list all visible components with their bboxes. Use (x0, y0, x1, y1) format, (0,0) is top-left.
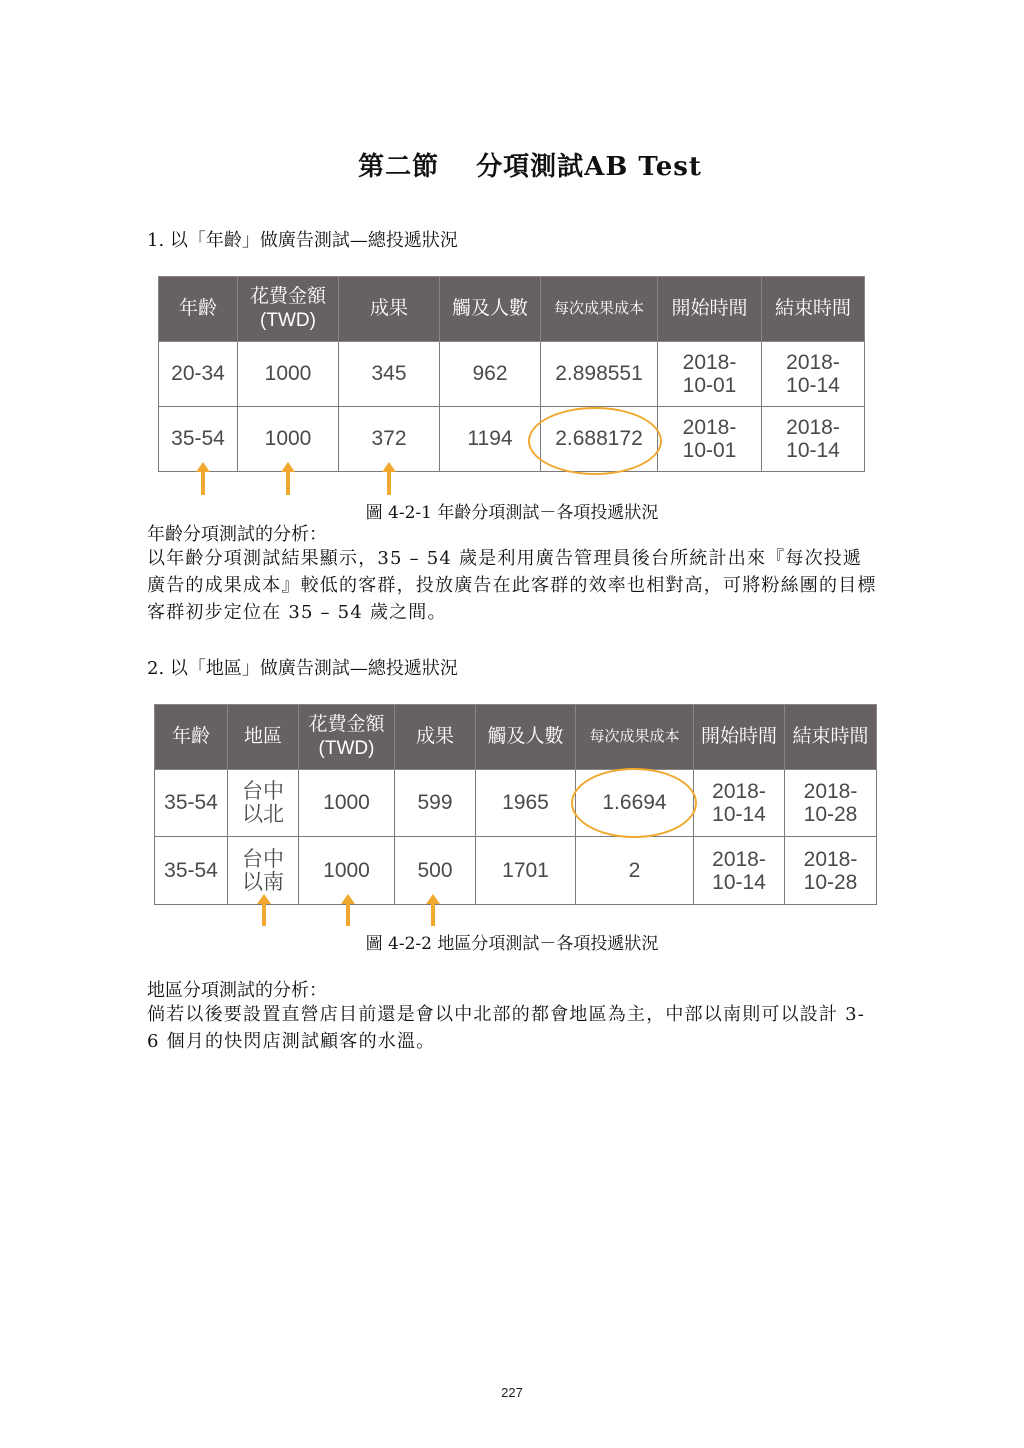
highlight-circle (571, 768, 697, 838)
analysis-title-age: 年齡分項測試的分析： (147, 524, 327, 545)
heading-age-test: 1. 以「年齡」做廣告測試—總投遞狀況 (147, 230, 458, 251)
region-test-table (154, 704, 877, 905)
cell-end (762, 342, 865, 407)
table-row (159, 407, 865, 472)
cell-results: 599 (395, 770, 476, 837)
col-header-spend (238, 277, 339, 342)
cell-cost-per-result: 2 (576, 837, 694, 905)
date-part: 10-14 (712, 870, 766, 894)
cell-end (785, 770, 877, 837)
date-part: 2018- (712, 780, 766, 803)
col-header-cost-per-result: 每次成果成本 (576, 705, 694, 770)
cell-spend: 1000 (299, 837, 395, 905)
col-header-spend-label: 花費金額 (308, 714, 385, 735)
up-arrow-icon (381, 462, 397, 495)
cell-spend: 1000 (238, 407, 339, 472)
table-header-row (155, 705, 877, 770)
heading-region-test: 2. 以「地區」做廣告測試—總投遞狀況 (147, 658, 458, 679)
region-part: 台中 (242, 847, 284, 871)
cell-cost-per-result: 2.898551 (541, 342, 658, 407)
date-part: 10-01 (682, 374, 737, 397)
up-arrow-icon (425, 894, 441, 926)
cell-results: 345 (339, 342, 440, 407)
date-part: 10-14 (712, 803, 766, 826)
col-header-results: 成果 (339, 277, 440, 342)
cell-start (658, 342, 762, 407)
cell-end (785, 837, 877, 905)
cell-age: 35-54 (155, 837, 228, 905)
date-part: 2018- (682, 351, 737, 374)
cell-reach: 1701 (476, 837, 576, 905)
cell-reach: 962 (440, 342, 541, 407)
cell-start (658, 407, 762, 472)
date-part: 10-14 (786, 439, 840, 462)
cell-spend: 1000 (299, 770, 395, 837)
cell-cost-per-result: 2.688172 (541, 407, 658, 472)
section-title: 第二節 分項測試AB Test (358, 152, 702, 182)
cell-results: 372 (339, 407, 440, 472)
col-header-spend-label: 花費金額 (249, 286, 326, 307)
cell-age: 20-34 (159, 342, 238, 407)
date-part: 10-28 (803, 870, 858, 894)
analysis-title-region: 地區分項測試的分析： (147, 980, 327, 1001)
col-header-cost-per-result: 每次成果成本 (541, 277, 658, 342)
up-arrow-icon (256, 894, 272, 926)
cell-end (762, 407, 865, 472)
cell-start (694, 837, 785, 905)
cell-age: 35-54 (159, 407, 238, 472)
analysis-body-age: 以年齡分項測試結果顯示，35 – 54 歲是利用廣告管理員後台所統計出來『每次投遞廣告的成果成本』較低的客群，投放廣告在此客群的效率也相對高，可將粉絲團的目標客群初步定位在 35 – 54 歲之間。 (147, 548, 877, 623)
date-part: 2018- (682, 416, 737, 439)
col-header-start: 開始時間 (658, 277, 762, 342)
cell-start (694, 770, 785, 837)
col-header-end: 結束時間 (785, 705, 877, 770)
col-header-spend-unit: (TWD) (260, 310, 316, 331)
cell-region (228, 770, 299, 837)
col-header-results: 成果 (395, 705, 476, 770)
col-header-spend (299, 705, 395, 770)
col-header-reach: 觸及人數 (476, 705, 576, 770)
cell-reach: 1965 (476, 770, 576, 837)
date-part: 2018- (803, 780, 858, 803)
table-header-row (159, 277, 865, 342)
highlight-circle (528, 407, 662, 475)
date-part: 10-28 (803, 803, 858, 826)
figure-caption-2: 圖 4-2-2 地區分項測試－各項投遞狀況 (365, 934, 659, 954)
cell-results: 500 (395, 837, 476, 905)
col-header-region: 地區 (228, 705, 299, 770)
date-part: 2018- (712, 847, 766, 871)
cell-cost-per-result: 1.6694 (576, 770, 694, 837)
date-part: 2018- (786, 416, 840, 439)
date-part: 2018- (803, 847, 858, 871)
col-header-reach: 觸及人數 (440, 277, 541, 342)
date-part: 10-14 (786, 374, 840, 397)
cell-reach: 1194 (440, 407, 541, 472)
col-header-start: 開始時間 (694, 705, 785, 770)
col-header-age: 年齡 (155, 705, 228, 770)
up-arrow-icon (280, 462, 296, 495)
date-part: 2018- (786, 351, 840, 374)
col-header-end: 結束時間 (762, 277, 865, 342)
cell-age: 35-54 (155, 770, 228, 837)
col-header-spend-unit: (TWD) (318, 738, 375, 759)
region-part: 台中 (242, 780, 284, 803)
page-number: 227 (501, 1385, 523, 1400)
region-part: 以南 (242, 870, 284, 894)
analysis-body-region: 倘若以後要設置直營店目前還是會以中北部的都會地區為主，中部以南則可以設計 3-6 個月的快閃店測試顧客的水溫。 (147, 1004, 866, 1052)
table-row (155, 770, 877, 837)
up-arrow-icon (340, 894, 356, 926)
figure-caption-1: 圖 4-2-1 年齡分項測試－各項投遞狀況 (365, 503, 659, 523)
table-row (159, 342, 865, 407)
cell-spend: 1000 (238, 342, 339, 407)
col-header-age: 年齡 (159, 277, 238, 342)
age-test-table (158, 276, 865, 472)
region-part: 以北 (242, 803, 284, 826)
up-arrow-icon (195, 462, 211, 495)
date-part: 10-01 (682, 439, 737, 462)
